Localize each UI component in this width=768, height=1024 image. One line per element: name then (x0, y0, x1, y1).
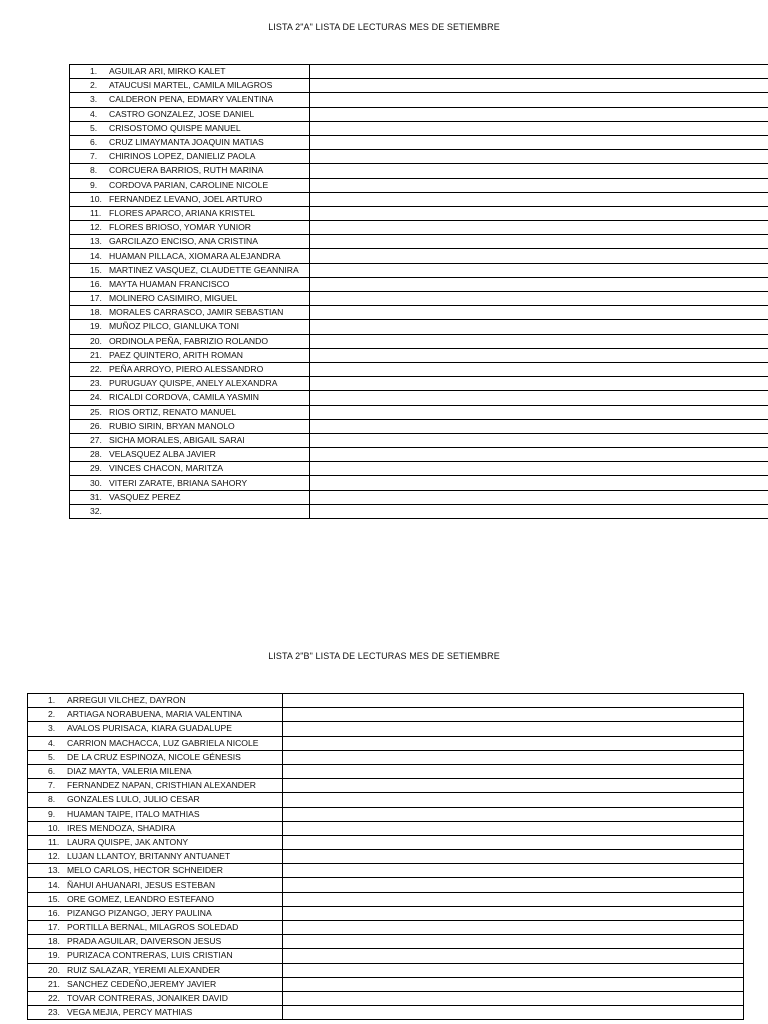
row-number: 1. (48, 695, 56, 706)
row-number: 10. (48, 822, 60, 833)
row-number: 15. (48, 893, 60, 904)
row-number: 20. (48, 964, 60, 975)
reading-cell (310, 377, 768, 391)
student-name: TOVAR CONTRERAS, JONAIKER DAVID (67, 993, 228, 1004)
table-row (70, 79, 768, 93)
student-name: VELASQUEZ ALBA JAVIER (109, 449, 216, 460)
table-row (70, 348, 768, 362)
student-name-cell (70, 419, 310, 433)
reading-cell (310, 221, 768, 235)
table-row (70, 121, 768, 135)
student-name-cell (28, 935, 283, 949)
reading-cell (283, 949, 744, 963)
student-name-cell (28, 694, 283, 708)
student-name-cell (28, 835, 283, 849)
list-a-title: LISTA 2"A" LISTA DE LECTURAS MES DE SETIEMBRE (268, 22, 500, 32)
row-number: 8. (48, 794, 56, 805)
student-name: ARTIAGA NORABUENA, MARIA VALENTINA (67, 709, 242, 720)
student-name: ORE GOMEZ, LEANDRO ESTEFANO (67, 893, 215, 904)
student-name: SICHA MORALES, ABIGAIL SARAI (109, 434, 245, 445)
row-number: 17. (90, 293, 102, 304)
student-name: LUJAN LLANTOY, BRITANNY ANTUANET (67, 851, 231, 862)
reading-cell (283, 921, 744, 935)
row-number: 4. (90, 108, 98, 119)
row-number: 13. (90, 236, 102, 247)
table-row (28, 736, 744, 750)
student-name: ORDINOLA PEÑA, FABRIZIO ROLANDO (109, 335, 269, 346)
student-name: HUAMAN TAIPE, ITALO MATHIAS (67, 808, 200, 819)
student-name: MELO CARLOS, HECTOR SCHNEIDER (67, 865, 223, 876)
reading-cell (310, 476, 768, 490)
row-number: 21. (90, 349, 102, 360)
table-row (28, 750, 744, 764)
student-name: ARREGUI VILCHEZ, DAYRON (67, 695, 186, 706)
student-name-cell (70, 334, 310, 348)
table-row (28, 935, 744, 949)
row-number: 9. (48, 808, 56, 819)
student-name-cell (70, 206, 310, 220)
student-name-cell (28, 722, 283, 736)
student-name: MUÑOZ PILCO, GIANLUKA TONI (109, 321, 240, 332)
reading-cell (310, 419, 768, 433)
reading-cell (283, 906, 744, 920)
student-name: FLORES BRIOSO, YOMAR YUNIOR (109, 222, 251, 233)
student-name-cell (70, 433, 310, 447)
table-row (70, 221, 768, 235)
list-a-table (69, 64, 768, 519)
row-number: 26. (90, 420, 102, 431)
reading-cell (283, 807, 744, 821)
student-name: SANCHEZ CEDEÑO,JEREMY JAVIER (67, 978, 217, 989)
table-row (28, 864, 744, 878)
table-row (70, 490, 768, 504)
table-row (28, 793, 744, 807)
reading-cell (310, 348, 768, 362)
reading-cell (310, 249, 768, 263)
reading-cell (283, 991, 744, 1005)
student-name-cell (70, 135, 310, 149)
student-name: MOLINERO CASIMIRO, MIGUEL (109, 293, 238, 304)
student-name: IRES MENDOZA, SHADIRA (67, 822, 176, 833)
reading-cell (310, 93, 768, 107)
student-name-cell (70, 391, 310, 405)
reading-cell (310, 490, 768, 504)
table-row (28, 1006, 744, 1020)
student-name: PURUGUAY QUISPE, ANELY ALEXANDRA (109, 378, 278, 389)
table-row (28, 977, 744, 991)
student-name-cell (28, 977, 283, 991)
student-name: CHIRINOS LOPEZ, DANIELIZ PAOLA (109, 151, 256, 162)
row-number: 23. (48, 1007, 60, 1018)
student-name: MARTINEZ VASQUEZ, CLAUDETTE GEANNIRA (109, 264, 299, 275)
table-row (28, 892, 744, 906)
reading-cell (283, 764, 744, 778)
table-row (28, 835, 744, 849)
student-name: PAEZ QUINTERO, ARITH ROMAN (109, 349, 244, 360)
row-number: 14. (90, 250, 102, 261)
reading-cell (310, 292, 768, 306)
student-name: AGUILAR ARI, MIRKO KALET (109, 66, 226, 77)
reading-cell (283, 694, 744, 708)
table-row (70, 419, 768, 433)
student-name-cell (70, 65, 310, 79)
reading-cell (283, 935, 744, 949)
table-row (70, 65, 768, 79)
student-name: RUIZ SALAZAR, YEREMI ALEXANDER (67, 964, 221, 975)
table-row (70, 277, 768, 291)
row-number: 21. (48, 978, 60, 989)
reading-cell (283, 736, 744, 750)
reading-cell (310, 334, 768, 348)
student-name-cell (28, 850, 283, 864)
table-row (70, 433, 768, 447)
table-row (70, 178, 768, 192)
reading-cell (310, 135, 768, 149)
student-name-cell (70, 320, 310, 334)
student-name: CORCUERA BARRIOS, RUTH MARINA (109, 165, 264, 176)
row-number: 22. (48, 993, 60, 1004)
student-name-cell (28, 750, 283, 764)
reading-cell (283, 722, 744, 736)
table-row (70, 448, 768, 462)
reading-cell (310, 504, 768, 518)
student-name: LAURA QUISPE, JAK ANTONY (67, 836, 189, 847)
student-name-cell (70, 277, 310, 291)
row-number: 7. (90, 151, 98, 162)
reading-cell (310, 320, 768, 334)
student-name-cell (70, 348, 310, 362)
list-b-table (27, 693, 744, 1020)
row-number: 25. (90, 406, 102, 417)
student-name-cell (70, 504, 310, 518)
row-number: 2. (48, 709, 56, 720)
student-name-cell (70, 306, 310, 320)
student-name-cell (70, 150, 310, 164)
table-row (70, 235, 768, 249)
student-name-cell (28, 991, 283, 1005)
row-number: 3. (90, 94, 98, 105)
student-name: FERNANDEZ NAPAN, CRISTHIAN ALEXANDER (67, 780, 256, 791)
student-name-cell (70, 462, 310, 476)
student-name: PEÑA ARROYO, PIERO ALESSANDRO (109, 364, 264, 375)
student-name-cell (28, 779, 283, 793)
row-number: 32. (90, 505, 102, 516)
student-name-cell (70, 93, 310, 107)
student-name-cell (28, 736, 283, 750)
table-row (70, 192, 768, 206)
reading-cell (310, 206, 768, 220)
student-name-cell (70, 405, 310, 419)
table-row (70, 150, 768, 164)
student-name-cell (28, 807, 283, 821)
reading-cell (310, 79, 768, 93)
table-row (70, 135, 768, 149)
student-name-cell (28, 878, 283, 892)
reading-cell (310, 164, 768, 178)
student-name: GARCILAZO ENCISO, ANA CRISTINA (109, 236, 258, 247)
table-row (70, 462, 768, 476)
row-number: 12. (90, 222, 102, 233)
table-row (70, 93, 768, 107)
row-number: 19. (90, 321, 102, 332)
reading-cell (283, 850, 744, 864)
student-name-cell (28, 949, 283, 963)
table-row (28, 722, 744, 736)
reading-cell (310, 391, 768, 405)
student-name-cell (28, 864, 283, 878)
student-name-cell (28, 921, 283, 935)
row-number: 20. (90, 335, 102, 346)
table-row (70, 320, 768, 334)
table-row (28, 991, 744, 1005)
table-row (70, 476, 768, 490)
reading-cell (310, 263, 768, 277)
student-name-cell (28, 1006, 283, 1020)
row-number: 16. (90, 278, 102, 289)
student-name: PURIZACA CONTRERAS, LUIS CRISTIAN (67, 950, 233, 961)
table-row (28, 779, 744, 793)
student-name-cell (70, 121, 310, 135)
table-row (70, 249, 768, 263)
row-number: 18. (48, 936, 60, 947)
student-name-cell (70, 476, 310, 490)
reading-cell (283, 793, 744, 807)
row-number: 11. (90, 207, 102, 218)
reading-cell (310, 462, 768, 476)
table-row (28, 821, 744, 835)
student-name-cell (28, 793, 283, 807)
student-name-cell (70, 178, 310, 192)
student-name: RIOS ORTIZ, RENATO MANUEL (109, 406, 237, 417)
student-name-cell (28, 708, 283, 722)
reading-cell (310, 433, 768, 447)
reading-cell (283, 708, 744, 722)
table-row (28, 807, 744, 821)
student-name-cell (28, 906, 283, 920)
table-row (70, 164, 768, 178)
student-name-cell (28, 764, 283, 778)
row-number: 3. (48, 723, 56, 734)
table-row (70, 334, 768, 348)
reading-cell (283, 878, 744, 892)
reading-cell (310, 150, 768, 164)
row-number: 7. (48, 780, 56, 791)
student-name-cell (70, 79, 310, 93)
reading-cell (310, 277, 768, 291)
student-name: RUBIO SIRIN, BRYAN MANOLO (109, 420, 235, 431)
student-name: RICALDI CORDOVA, CAMILA YASMIN (109, 392, 259, 403)
row-number: 14. (48, 879, 60, 890)
reading-cell (283, 892, 744, 906)
student-name: CRISOSTOMO QUISPE MANUEL (109, 122, 241, 133)
table-row (70, 306, 768, 320)
row-number: 22. (90, 364, 102, 375)
table-row (70, 292, 768, 306)
table-row (70, 377, 768, 391)
reading-cell (310, 362, 768, 376)
reading-cell (310, 235, 768, 249)
row-number: 10. (90, 193, 102, 204)
student-name-cell (28, 821, 283, 835)
student-name-cell (70, 221, 310, 235)
student-name: VINCES CHACON, MARITZA (109, 463, 224, 474)
list-b-title: LISTA 2"B" LISTA DE LECTURAS MES DE SETIEMBRE (268, 651, 500, 661)
table-row (28, 921, 744, 935)
reading-cell (310, 121, 768, 135)
table-row (70, 405, 768, 419)
student-name: DE LA CRUZ ESPINOZA, NICOLE GÉNESIS (67, 751, 241, 762)
reading-cell (283, 835, 744, 849)
reading-cell (310, 405, 768, 419)
row-number: 27. (90, 434, 102, 445)
row-number: 6. (48, 766, 56, 777)
student-name: VEGA MEJIA, PERCY MATHIAS (67, 1007, 193, 1018)
student-name-cell (28, 963, 283, 977)
table-row (28, 694, 744, 708)
student-name: CORDOVA PARIAN, CAROLINE NICOLE (109, 179, 269, 190)
row-number: 31. (90, 491, 102, 502)
reading-cell (310, 65, 768, 79)
row-number: 23. (90, 378, 102, 389)
row-number: 5. (48, 751, 56, 762)
student-name: CALDERON PENA, EDMARY VALENTINA (109, 94, 274, 105)
row-number: 12. (48, 851, 60, 862)
row-number: 2. (90, 80, 98, 91)
row-number: 11. (48, 836, 60, 847)
reading-cell (283, 821, 744, 835)
row-number: 29. (90, 463, 102, 474)
table-row (28, 708, 744, 722)
row-number: 8. (90, 165, 98, 176)
row-number: 13. (48, 865, 60, 876)
reading-cell (310, 306, 768, 320)
student-name: VITERI ZARATE, BRIANA SAHORY (109, 477, 248, 488)
student-name: PRADA AGUILAR, DAIVERSON JESUS (67, 936, 222, 947)
student-name: PORTILLA BERNAL, MILAGROS SOLEDAD (67, 922, 239, 933)
table-row (28, 764, 744, 778)
student-name-cell (70, 235, 310, 249)
student-name-cell (70, 263, 310, 277)
student-name: AVALOS PURISACA, KIARA GUADALUPE (67, 723, 232, 734)
reading-cell (283, 963, 744, 977)
row-number: 15. (90, 264, 102, 275)
row-number: 6. (90, 137, 98, 148)
table-row (28, 878, 744, 892)
table-row (70, 362, 768, 376)
table-row (70, 263, 768, 277)
reading-cell (283, 977, 744, 991)
student-name: CARRION MACHACCA, LUZ GABRIELA NICOLE (67, 737, 259, 748)
row-number: 4. (48, 737, 56, 748)
table-row (70, 206, 768, 220)
table-row (70, 504, 768, 518)
table-row (28, 850, 744, 864)
student-name-cell (70, 448, 310, 462)
row-number: 28. (90, 449, 102, 460)
row-number: 5. (90, 122, 98, 133)
row-number: 19. (48, 950, 60, 961)
student-name-cell (70, 164, 310, 178)
row-number: 16. (48, 907, 60, 918)
reading-cell (310, 192, 768, 206)
row-number: 9. (90, 179, 98, 190)
student-name-cell (70, 292, 310, 306)
reading-cell (283, 750, 744, 764)
student-name-cell (70, 377, 310, 391)
reading-cell (283, 864, 744, 878)
student-name-cell (70, 490, 310, 504)
student-name: VASQUEZ PEREZ (109, 491, 181, 502)
student-name: MAYTA HUAMAN FRANCISCO (109, 278, 230, 289)
student-name: FERNANDEZ LEVANO, JOEL ARTURO (109, 193, 263, 204)
table-row (28, 906, 744, 920)
student-name: MORALES CARRASCO, JAMIR SEBASTIAN (109, 307, 284, 318)
student-name-cell (70, 192, 310, 206)
row-number: 30. (90, 477, 102, 488)
student-name-cell (28, 892, 283, 906)
table-row (70, 391, 768, 405)
student-name: CRUZ LIMAYMANTA JOAQUIN MATIAS (109, 137, 264, 148)
reading-cell (283, 779, 744, 793)
student-name-cell (70, 107, 310, 121)
student-name: FLORES APARCO, ARIANA KRISTEL (109, 207, 255, 218)
reading-cell (283, 1006, 744, 1020)
student-name: ATAUCUSI MARTEL, CAMILA MILAGROS (109, 80, 273, 91)
student-name: DIAZ MAYTA, VALERIA MILENA (67, 766, 192, 777)
row-number: 17. (48, 922, 60, 933)
reading-cell (310, 448, 768, 462)
table-row (28, 963, 744, 977)
student-name: PIZANGO PIZANGO, JERY PAULINA (67, 907, 212, 918)
student-name: GONZALES LULO, JULIO CESAR (67, 794, 200, 805)
row-number: 1. (90, 66, 98, 77)
student-name: HUAMAN PILLACA, XIOMARA ALEJANDRA (109, 250, 281, 261)
row-number: 18. (90, 307, 102, 318)
reading-cell (310, 178, 768, 192)
table-row (70, 107, 768, 121)
student-name: ÑAHUI AHUANARI, JESUS ESTEBAN (67, 879, 216, 890)
table-row (28, 949, 744, 963)
student-name: CASTRO GONZALEZ, JOSE DANIEL (109, 108, 255, 119)
student-name-cell (70, 362, 310, 376)
reading-cell (310, 107, 768, 121)
row-number: 24. (90, 392, 102, 403)
student-name-cell (70, 249, 310, 263)
